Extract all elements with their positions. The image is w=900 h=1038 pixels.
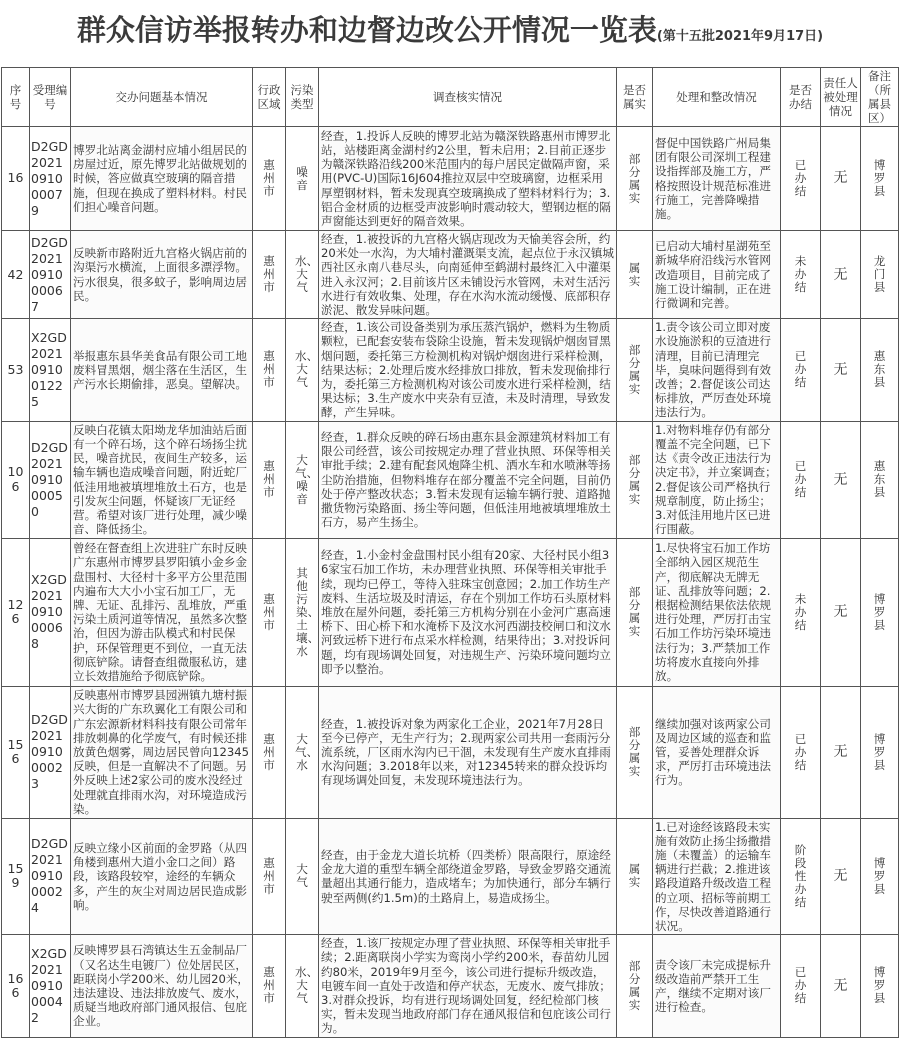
county-cell: 博罗县 (861, 818, 899, 935)
header-county: 备注（所属县区） (861, 68, 899, 127)
investigation-cell: 经查，1.该厂按规定办理了营业执照、环保等相关审批手续；2.距离联岗小学实为鸾岗小学约200米，春苗幼儿园约80米，2019年9月至今，该公司进行提标升级改造，电镀车间一直处于改造和停产状态，无废水、废气排放；3.对群众投诉，均有进行现场调处回复，经纪检部门核实，暂未发现当地政府部门存在通风报信和包庇该公司行为。 (319, 935, 617, 1037)
region-cell: 惠州市 (253, 127, 286, 231)
header-id: 受理编号 (30, 68, 71, 127)
table-row (2, 421, 899, 538)
punished-cell: 无 (821, 421, 861, 538)
table-row (2, 818, 899, 935)
verified-cell: 部分属实 (617, 935, 653, 1037)
closed-status-cell: 已办结 (781, 935, 821, 1037)
county-cell: 惠东县 (861, 421, 899, 538)
county-cell: 惠东县 (861, 319, 899, 421)
punished-cell: 无 (821, 231, 861, 319)
county-cell: 博罗县 (861, 538, 899, 686)
investigation-cell: 经查，1.该公司设备类别为承压蒸汽锅炉，燃料为生物质颗粒，已配套安装布袋除尘设施，暂未发现锅炉烟囱冒黑烟问题，委托第三方检测机构对锅炉烟囱进行采样检测，结果达标；2.处理后废水经排放口排放，暂未发现偷排行为，委托第三方检测机构对该公司废水进行采样检测，结果达标；3.生产废水中夹杂有豆渣，未及时清理，导致发酵，产生异味。 (319, 319, 617, 421)
punished-cell: 无 (821, 935, 861, 1037)
verified-cell: 属实 (617, 818, 653, 935)
header-closed: 是否办结 (781, 68, 821, 127)
table-row (2, 231, 899, 319)
pollution-type-cell: 大气、噪音 (286, 421, 319, 538)
seq-cell: 126 (2, 538, 30, 686)
pollution-type-cell: 水、大气 (286, 935, 319, 1037)
header-issue: 交办问题基本情况 (71, 68, 253, 127)
id-cell: D2GD2021091000050 (30, 421, 71, 538)
table-row (2, 127, 899, 231)
table-row (2, 935, 899, 1037)
region-cell: 惠州市 (253, 231, 286, 319)
handling-cell: 责令该厂未完成提标升级改造前严禁开工生产，继续不定期对该厂进行检查。 (653, 935, 781, 1037)
punished-cell: 无 (821, 127, 861, 231)
pollution-type-cell: 大气、水 (286, 686, 319, 818)
investigation-cell: 经查，1.被投诉的九宫格火锅店现改为天愉美容会所，约20米处一水沟，为大埔村灌溉渠支流，起点位于永汉镇城西社区永南八巷尽头，向南延伸至鹤湖村最终汇入中灌渠进入永汉河；2.目前该片区未铺设污水管网，未对生活污水进行有效收集、处理，存在水沟水流动缓慢、底部积存淤泥、散发异味问题。 (319, 231, 617, 319)
punished-cell: 无 (821, 686, 861, 818)
table-body (2, 127, 899, 1038)
handling-cell: 已启动大埔村星湖苑至新城华府沿线污水管网改造项目，目前完成了施工设计编制，正在进行微调和完善。 (653, 231, 781, 319)
investigation-cell: 经查，1.投诉人反映的博罗北站为赣深铁路惠州市博罗北站，站楼距离金湖村约2公里，暂未启用；2.目前正逐步为赣深铁路沿线200米范围内的每户居民定做隔声窗，采用(PVC-U)国际16J604推拉双层中空玻璃窗，边框采用厚塑钢材料，暂未发现真空玻璃换成了塑料材料行为；3.铝合金材质的边框受声波影响时震动较大，塑钢边框的隔声窗能达到更好的隔音效果。 (319, 127, 617, 231)
closed-status-cell: 已办结 (781, 421, 821, 538)
header-handling: 处理和整改情况 (653, 68, 781, 127)
header-region: 行政区域 (253, 68, 286, 127)
verified-cell: 部分属实 (617, 319, 653, 421)
id-cell: D2GD2021091000024 (30, 818, 71, 935)
verified-cell: 部分属实 (617, 538, 653, 686)
id-cell: D2GD2021091000067 (30, 231, 71, 319)
issue-cell: 反映惠州市博罗县园洲镇九塘村振兴大街的广东玖翼化工有限公司和广东宏源新材料科技有限公司常年排放刺鼻的化学废气，有时候还排放黄色烟雾，周边居民曾向12345反映，但是一直解决不了问题。另外反映上述2家公司的废水没经过处理就直排雨水沟，对环境造成污染。 (71, 686, 253, 818)
verified-cell: 属实 (617, 231, 653, 319)
issue-cell: 反映新市路附近九宫格火锅店前的沟渠污水横流，上面很多漂浮物。污水很臭，很多蚊子，影响周边居民。 (71, 231, 253, 319)
punished-cell: 无 (821, 538, 861, 686)
pollution-type-cell: 水、大气 (286, 319, 319, 421)
id-cell: X2GD2021091000042 (30, 935, 71, 1037)
table-row (2, 319, 899, 421)
header-seq: 序号 (2, 68, 30, 127)
issue-cell: 反映白花镇太阳坳龙华加油站后面有一个碎石场，这个碎石场扬尘扰民，噪音扰民，夜间生产较多，运输车辆也造成噪音问题，附近蛇厂低洼用地被填埋堆放土石方，也是引发灰尘问题，怀疑该厂无证经营。希望对该厂进行处理，减少噪音、降低扬尘。 (71, 421, 253, 538)
pollution-type-cell: 噪音 (286, 127, 319, 231)
id-cell: X2GD2021091000068 (30, 538, 71, 686)
seq-cell: 166 (2, 935, 30, 1037)
handling-cell: 1.对物料堆存仍有部分覆盖不完全问题，已下达《责令改正违法行为决定书》，并立案调查；2.督促该公司严格执行规章制度，防止扬尘；3.对低洼用地片区已进行围蔽。 (653, 421, 781, 538)
pollution-type-cell: 水、大气 (286, 231, 319, 319)
id-cell: X2GD2021091001225 (30, 319, 71, 421)
handling-cell: 1.责令该公司立即对废水设施淤积的豆渣进行清理，目前已清理完毕，臭味问题得到有效改善；2.督促该公司达标排放，严厉查处环境违法行为。 (653, 319, 781, 421)
closed-status-cell: 已办结 (781, 127, 821, 231)
header-punished: 责任人被处理情况 (821, 68, 861, 127)
header-true: 是否属实 (617, 68, 653, 127)
seq-cell: 53 (2, 319, 30, 421)
region-cell: 惠州市 (253, 421, 286, 538)
investigation-cell: 经查，1.群众反映的碎石场由惠东县金源建筑材料加工有限公司经营，该公司按规定办理了营业执照、环保等相关审批手续；2.建有配套风炮降尘机、洒水车和水喷淋等扬尘防治措施，但物料堆存在部分覆盖不完全问题，目前仍处于停产整改状态；3.暂未发现有运输车辆行驶、道路抛撒货物污染路面、扬尘等问题，但低洼用地被填埋堆放土石方，易产生扬尘。 (319, 421, 617, 538)
county-cell: 博罗县 (861, 935, 899, 1037)
closed-status-cell: 未办结 (781, 538, 821, 686)
issue-cell: 反映立缘小区前面的金罗路（从四角楼到惠州大道小金口之间）路段，该路段较窄，途经的车辆众多，产生的灰尘对周边居民造成影响。 (71, 818, 253, 935)
verified-cell: 部分属实 (617, 127, 653, 231)
document-title (0, 8, 900, 49)
id-cell: D2GD2021091000023 (30, 686, 71, 818)
closed-status-cell: 未办结 (781, 231, 821, 319)
header-investigation: 调查核实情况 (319, 68, 617, 127)
county-cell: 博罗县 (861, 127, 899, 231)
issue-cell: 曾经在督查组上次进驻广东时反映广东惠州市博罗县罗阳镇小金乡金盘围村、大径村十多平方公里范围内遍布大大小小宝石加工厂，无牌、无证、乱排污、乱堆放，严重污染土质河道等情况，虽然多次整治，但因为游击队模式和村民保护，环保管理更不到位，一直无法彻底铲除。请督查组微服私访，建立长效措施给予彻底铲除。 (71, 538, 253, 686)
title-main: 群众信访举报转办和边督边改公开情况一览表 (76, 13, 657, 47)
table-row (2, 538, 899, 686)
table-header-row (2, 68, 899, 127)
seq-cell: 159 (2, 818, 30, 935)
region-cell: 惠州市 (253, 319, 286, 421)
investigation-cell: 经查，1.被投诉对象为两家化工企业，2021年7月28日至今已停产，无生产行为；2.现两家公司共用一套雨污分流系统，厂区雨水沟内已干涸，未发现有生产废水直排雨水沟问题；3.2018年以来，对12345转来的群众投诉均有现场调处回复，未发现环境违法行为。 (319, 686, 617, 818)
punished-cell: 无 (821, 818, 861, 935)
punished-cell: 无 (821, 319, 861, 421)
issue-cell: 举报惠东县华美食品有限公司工地废料冒黑烟，烟尘落在生活区，生产污水长期偷排，恶臭。望解决。 (71, 319, 253, 421)
investigation-cell: 经查，由于金龙大道长坑桥（四类桥）限高限行，原途经金龙大道的重型车辆全部绕道金罗路，导致金罗路交通流量超出其通行能力，造成堵车；为加快通行，部分车辆行驶至两侧(约1.5m)的土路肩上，易造成扬尘。 (319, 818, 617, 935)
closed-status-cell: 已办结 (781, 686, 821, 818)
title-batch-date: (第十五批2021年9月17日) (656, 29, 824, 44)
region-cell: 惠州市 (253, 686, 286, 818)
header-type: 污染类型 (286, 68, 319, 127)
handling-cell: 1.已对途经该路段未实施有效防止扬尘扬撒措施（未覆盖）的运输车辆进行拦截；2.推进该路段道路升级改造工程的立项、招标等前期工作，尽快改善道路通行状况。 (653, 818, 781, 935)
handling-cell: 督促中国铁路广州局集团有限公司深圳工程建设指挥部及施工方，严格按照设计规范标准进行施工，完善降噪措施。 (653, 127, 781, 231)
handling-cell: 继续加强对该两家公司及周边区域的巡查和监管，妥善处理群众诉求，严厉打击环境违法行为。 (653, 686, 781, 818)
region-cell: 惠州市 (253, 818, 286, 935)
region-cell: 惠州市 (253, 538, 286, 686)
table-row (2, 686, 899, 818)
handling-cell: 1.尽快将宝石加工作坊全部纳入园区规范生产，彻底解决无牌无证、乱排放等问题；2.根据检测结果依法依规进行处理，严厉打击宝石加工作坊污染环境违法行为；3.严禁加工作坊将废水直接向外排放。 (653, 538, 781, 686)
pollution-type-cell: 大气 (286, 818, 319, 935)
closed-status-cell: 已办结 (781, 319, 821, 421)
issue-cell: 反映博罗县石湾镇达生五金制品厂（又名达生电镀厂）位处居民区，距联岗小学200米、幼儿园20米，违法建设、违法排放废气、废水，质疑当地政府部门通风报信、包庇企业。 (71, 935, 253, 1037)
issue-cell: 博罗北站离金湖村应埔小组居民的房屋过近，原先博罗北站做规划的时候，答应做真空玻璃的隔音措施，但现在换成了塑料材料。村民们担心噪音问题。 (71, 127, 253, 231)
verified-cell: 部分属实 (617, 686, 653, 818)
seq-cell: 42 (2, 231, 30, 319)
closed-status-cell: 阶段性办结 (781, 818, 821, 935)
id-cell: D2GD2021091000079 (30, 127, 71, 231)
county-cell: 博罗县 (861, 686, 899, 818)
pollution-type-cell: 其他污染、土壤、水 (286, 538, 319, 686)
investigation-cell: 经查，1.小金村金盘围村民小组有20家、大径村民小组36家宝石加工作坊，未办理营业执照、环保等相关审批手续，现均已停工，等待入驻珠宝创意园；2.加工作坊生产废料、生活垃圾及时清运，存在个别加工作坊石头原材料堆放在屋外问题，委托第三方机构分别在小金河广惠高速桥下、田心桥下和水淹桥下及汶水河西湖技校闸口和汶水河致远桥下进行布点采水样检测，结果待出；3.对投诉问题，均有现场调处回复，对违规生产、污染环境问题均立即予以整治。 (319, 538, 617, 686)
verified-cell: 部分属实 (617, 421, 653, 538)
seq-cell: 106 (2, 421, 30, 538)
seq-cell: 16 (2, 127, 30, 231)
region-cell: 惠州市 (253, 935, 286, 1037)
complaints-table (1, 67, 899, 1038)
county-cell: 龙门县 (861, 231, 899, 319)
seq-cell: 156 (2, 686, 30, 818)
